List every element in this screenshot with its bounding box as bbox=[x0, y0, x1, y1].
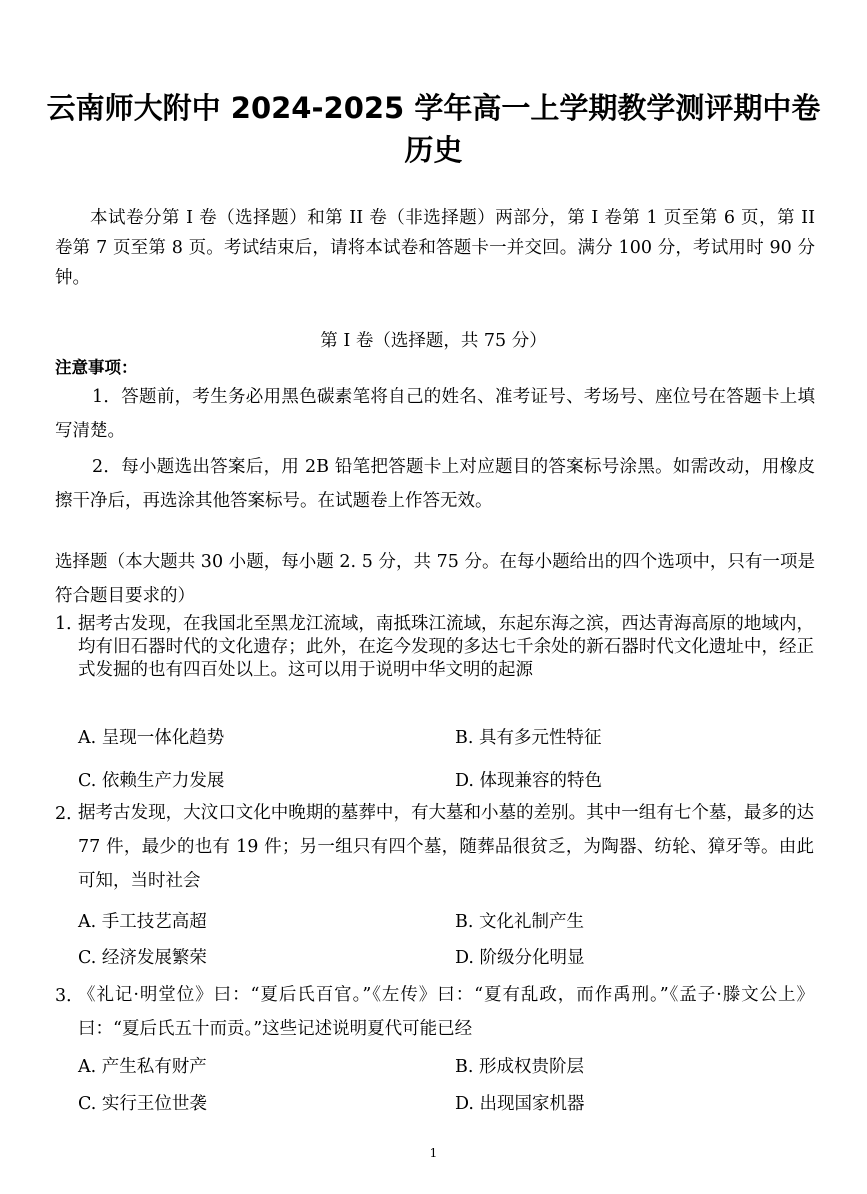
option-c: C. 经济发展繁荣 bbox=[78, 948, 207, 968]
question-text: 据考古发现，大汶口文化中晚期的墓葬中，有大墓和小墓的差别。其中一组有七个墓，最多的达 77 件，最少的也有 19 件；另一组只有四个墓，随葬品很贫乏，为陶器、纺轮、獐牙等。由此可知，当时社会 bbox=[78, 803, 814, 891]
option-b: B. 具有多元性特征 bbox=[455, 728, 602, 748]
option-c: C. 实行王位世袭 bbox=[78, 1094, 207, 1114]
option-c: C. 依赖生产力发展 bbox=[78, 771, 225, 791]
intro-paragraph: 本试卷分第 I 卷（选择题）和第 II 卷（非选择题）两部分，第 I 卷第 1 页至第 6 页，第 II 卷第 7 页至第 8 页。考试结束后，请将本试卷和答题卡一并交回。满分 100 分，考试用时 90 分钟。 bbox=[55, 208, 815, 288]
page-number: 1 bbox=[429, 1146, 438, 1160]
option-d: D. 阶级分化明显 bbox=[455, 948, 585, 968]
option-b: B. 文化礼制产生 bbox=[455, 912, 584, 932]
note-item-2: 2．每小题选出答案后，用 2B 铅笔把答题卡上对应题目的答案标号涂黑。如需改动，用橡皮擦干净后，再选涂其他答案标号。在试题卷上作答无效。 bbox=[55, 457, 815, 511]
question-number: 3． bbox=[55, 986, 84, 1006]
option-a: A. 产生私有财产 bbox=[78, 1057, 207, 1077]
mc-instructions: 选择题（本大题共 30 小题，每小题 2. 5 分，共 75 分。在每小题给出的四个选项中，只有一项是符合题目要求的） bbox=[55, 552, 815, 606]
question-text: 据考古发现，在我国北至黑龙江流域，南抵珠江流域，东起东海之滨，西达青海高原的地域内，均有旧石器时代的文化遗存；此外，在迄今发现的多达七千余处的新石器时代文化遗址中，经正式发掘的也有四百处以上。这可以用于说明中华文明的起源 bbox=[78, 614, 814, 680]
question-number: 2． bbox=[55, 804, 84, 824]
question-text: 《礼记·明堂位》曰：“夏后氏百官。”《左传》曰：“夏有乱政，而作禹刑。”《孟子·滕文公上》曰：“夏后氏五十而贡。”这些记述说明夏代可能已经 bbox=[78, 985, 814, 1039]
section-title: 第 I 卷（选择题，共 75 分） bbox=[320, 331, 547, 351]
page-title: 云南师大附中 2024-2025 学年高一上学期教学测评期中卷 bbox=[46, 91, 821, 125]
option-a: A. 呈现一体化趋势 bbox=[78, 728, 225, 748]
notes-heading: 注意事项： bbox=[55, 358, 138, 377]
page-subtitle: 历史 bbox=[404, 133, 463, 167]
note-item-1: 1．答题前，考生务必用黑色碳素笔将自己的姓名、准考证号、考场号、座位号在答题卡上填写清楚。 bbox=[55, 387, 815, 441]
option-b: B. 形成权贵阶层 bbox=[455, 1057, 584, 1077]
option-d: D. 体现兼容的特色 bbox=[455, 771, 603, 791]
option-a: A. 手工技艺高超 bbox=[78, 912, 207, 932]
option-d: D. 出现国家机器 bbox=[455, 1094, 585, 1114]
question-number: 1． bbox=[55, 614, 84, 634]
